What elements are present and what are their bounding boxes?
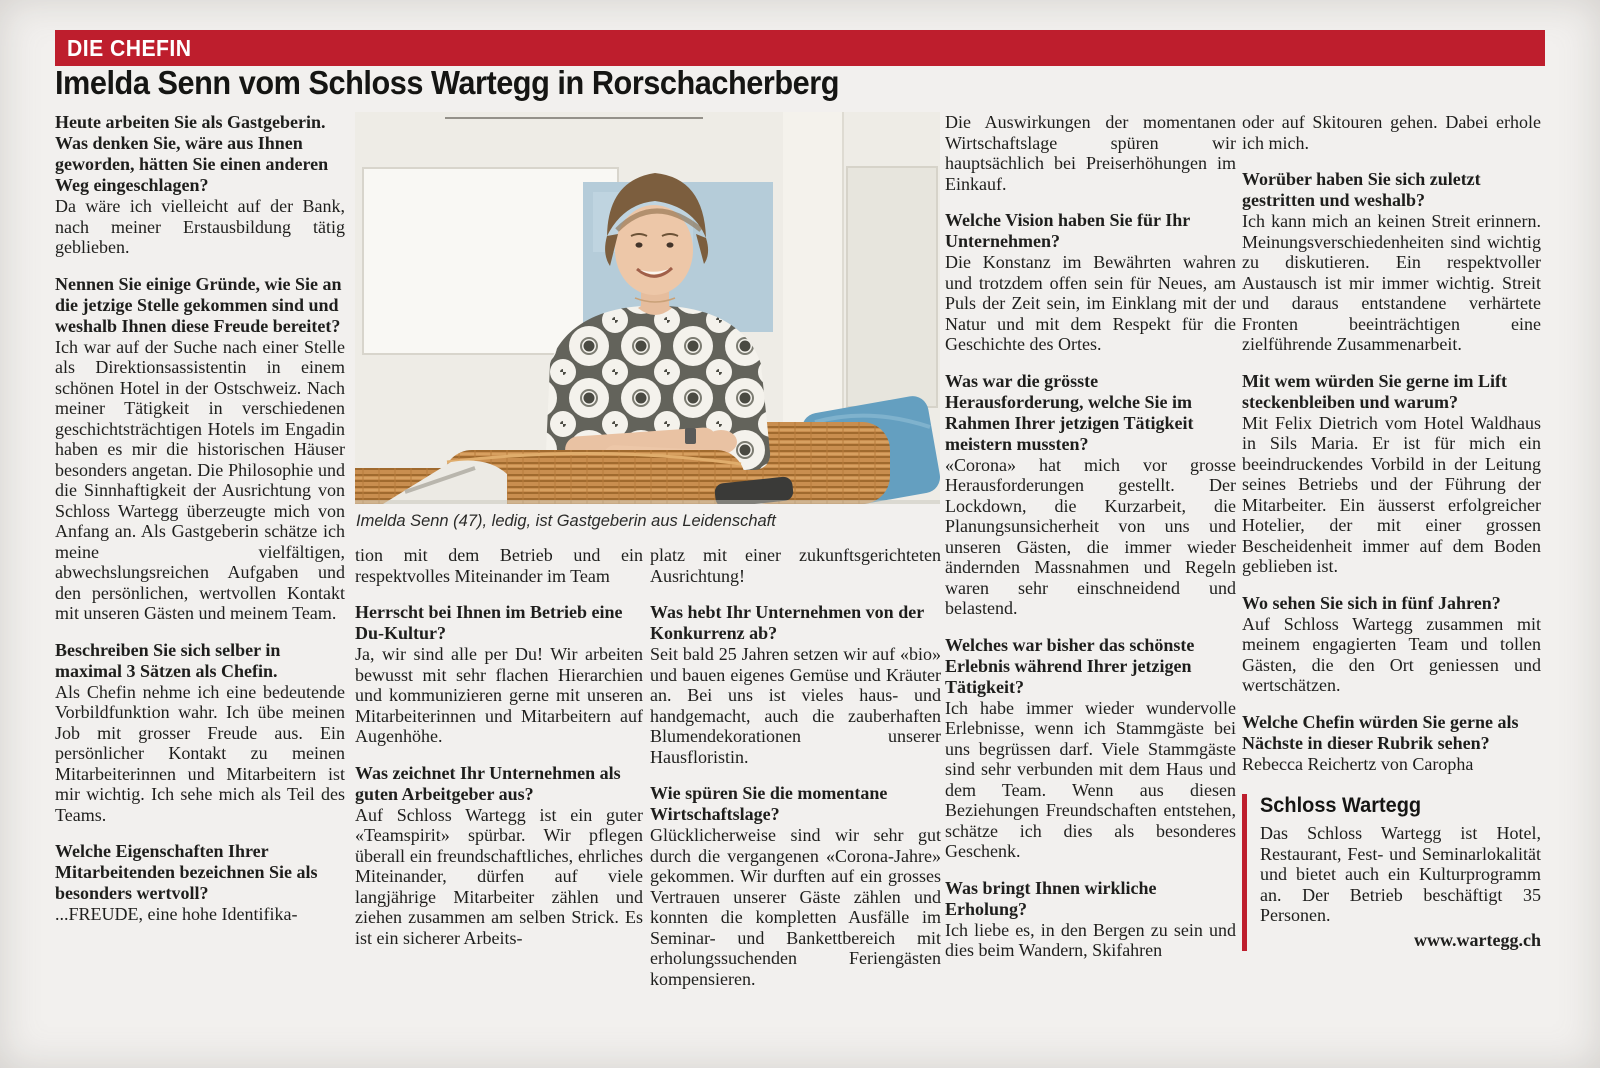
article-headline: Imelda Senn vom Schloss Wartegg in Rorschacherberg bbox=[55, 64, 840, 101]
photo-caption: Imelda Senn (47), ledig, ist Gastgeberin aus Leidenschaft bbox=[356, 511, 776, 530]
interview-question: Wie spüren Sie die momentane Wirtschaftslage? bbox=[650, 783, 888, 824]
interview-question: Welche Eigenschaften Ihrer Mitarbeitenden bezeichnen Sie als besonders wertvoll? bbox=[55, 841, 318, 903]
interview-answer: Rebecca Reichertz von Caropha bbox=[1242, 753, 1474, 774]
article-column-3 bbox=[650, 545, 941, 1020]
interview-question: Was bringt Ihnen wirkliche Erholung? bbox=[945, 877, 1157, 919]
interview-answer: Ich kann mich an keinen Streit erinnern. Meinungsverschiedenheiten sind wichtig zu diskutieren. Ein respektvoller Austausch ist mir immer wichtig. Streit und daraus entstandene verhärtete Fronten beeinträchtigen eine zielführende Zusammenarbeit. bbox=[1242, 211, 1541, 354]
interview-question: Beschreiben Sie sich selber in maximal 3 Sätzen als Chefin. bbox=[55, 639, 281, 681]
article-column-2 bbox=[355, 545, 643, 1020]
interview-answer: Auf Schloss Wartegg zusammen mit meinem engagierten Team und tollen Gästen, die den Ort geniessen und wertschätzen. bbox=[1242, 613, 1541, 695]
interview-question: Was zeichnet Ihr Unternehmen als guten Arbeitgeber aus? bbox=[355, 762, 621, 804]
interview-answer: Seit bald 25 Jahren setzen wir auf «bio» und bauen eigenes Gemüse und Kräuter an. Bei uns ist vieles haus- und handgemacht, auch die zauberhaften Blumendekorationen unserer Hausfloristin. bbox=[650, 644, 941, 767]
interview-question: Worüber haben Sie sich zuletzt gestritten und weshalb? bbox=[1242, 169, 1481, 210]
interview-answer: platz mit einer zukunftsgerichteten Ausrichtung! bbox=[650, 545, 941, 586]
infobox-title: Schloss Wartegg bbox=[1260, 794, 1422, 817]
interview-answer: Ja, wir sind alle per Du! Wir arbeiten bewusst mit sehr flachen Hierarchien und kommunizieren gerne mit unseren Mitarbeiterinnen und Mitarbeitern auf Augenhöhe. bbox=[355, 644, 643, 746]
interview-answer: Auf Schloss Wartegg ist ein guter «Teamspirit» spürbar. Wir pflegen überall ein freundschaftliches, ehrliches Miteinander, dürfen auf viele langjährige Mitarbeiter zählen und ziehen zusammen am selben Strick. Es ist ein sicherer Arbeits- bbox=[355, 804, 643, 948]
interview-answer: tion mit dem Betrieb und ein respektvolles Miteinander im Team bbox=[355, 545, 643, 586]
interview-answer: Mit Felix Dietrich vom Hotel Waldhaus in Sils Maria. Er ist für mich ein beeindruckendes Vorbild in der Leitung seines Betriebs und der Führung der Mitarbeiter. Ein äusserst erfolgreicher Hotelier, der mit einer grossen Bescheidenheit immer auf dem Boden geblieben ist. bbox=[1242, 412, 1541, 576]
article-column-5 bbox=[1242, 112, 1541, 1014]
interview-question: Herrscht bei Ihnen im Betrieb eine Du-Kultur? bbox=[355, 602, 623, 643]
interview-question: Welches war bisher das schönste Erlebnis während Ihrer jetzigen Tätigkeit? bbox=[945, 634, 1195, 697]
interview-answer: Als Chefin nehme ich eine bedeutende Vorbildfunktion wahr. Ich übe meinen Job mit grosser Freude aus. Ein persönlicher Kontakt zu meinen Mitarbeiterinnen und Mitarbeitern ist mir wichtig. Ich sehe mich als Teil des Teams. bbox=[55, 681, 345, 825]
interview-question: Heute arbeiten Sie als Gastgeberin. Was denken Sie, wäre aus Ihnen geworden, hätten Sie einen anderen Weg eingeschlagen? bbox=[55, 112, 329, 195]
interview-answer: Die Konstanz im Bewährten wahren und trotzdem offen sein für Neues, am Puls der Zeit sein, im Einklang mit der Natur und mit dem Respekt für die Geschichte des Ortes. bbox=[945, 252, 1236, 354]
interview-answer: Glücklicherweise sind wir sehr gut durch die vergangenen «Corona-Jahre» gekommen. Wir durften auf ein grosses Vertrauen unserer Gäste zählen und konnten die kompletten Ausfälle im Seminar- und Bankettbereich mit erholungssuchenden Feriengästen kompensieren. bbox=[650, 825, 941, 989]
article-column-1 bbox=[55, 112, 345, 1022]
interview-question: Welche Vision haben Sie für Ihr Unternehmen? bbox=[945, 210, 1190, 251]
interview-question: Wo sehen Sie sich in fünf Jahren? bbox=[1242, 592, 1501, 613]
infobox-text: Das Schloss Wartegg ist Hotel, Restaurant, Fest- und Seminarlokalität und bietet auch ein Kulturprogramm an. Der Betrieb beschäftigt 35 Personen. bbox=[1260, 823, 1541, 925]
interview-question: Nennen Sie einige Gründe, wie Sie an die jetzige Stelle gekommen sind und weshalb Ihnen diese Freude bereitet? bbox=[55, 273, 342, 336]
interview-question: Was war die grösste Herausforderung, welche Sie im Rahmen Ihrer jetzigen Tätigkeit meistern mussten? bbox=[945, 370, 1194, 454]
interview-answer: Die Auswirkungen der momentanen Wirtschaftslage spüren wir hauptsächlich bei Preiserhöhungen im Einkauf. bbox=[945, 112, 1236, 194]
interview-answer: Ich liebe es, in den Bergen zu sein und dies beim Wandern, Skifahren bbox=[945, 919, 1236, 960]
interview-question: Welche Chefin würden Sie gerne als Nächste in dieser Rubrik sehen? bbox=[1242, 711, 1519, 753]
infobox-schloss-wartegg bbox=[1242, 794, 1541, 951]
article-column-4 bbox=[945, 112, 1236, 1017]
interview-answer: «Corona» hat mich vor grosse Herausforderungen gestellt. Der Lockdown, die Kurzarbeit, die Planungsunsicherheit von uns und unseren Gästen, die immer wieder ändernden Massnahmen und Regeln waren sehr einschneidend und belastend. bbox=[945, 454, 1236, 618]
website-link[interactable]: www.wartegg.ch bbox=[1414, 929, 1541, 950]
interview-answer: oder auf Skitouren gehen. Dabei erhole ich mich. bbox=[1242, 112, 1541, 153]
kicker-band bbox=[55, 30, 1545, 66]
portrait-photo-illustration bbox=[355, 112, 940, 504]
interview-answer: Ich war auf der Suche nach einer Stelle als Direktionsassistentin in einem schönen Hotel in der Ostschweiz. Nach meiner Tätigkeit in verschiedenen geschichtsträchtigen Hotels im Engadin haben es mir die historischen Häuser besonders angetan. Die Philosophie und die Sinnhaftigkeit der Ausrichtung von Schloss Wartegg überzeugte mich von Anfang an. Als Gastgeberin schätze ich meine vielfältigen, abwechslungsreichen Aufgaben und den persönlichen, wertvollen Kontakt mit unseren Gästen und meinem Team. bbox=[55, 336, 345, 623]
section-kicker: DIE CHEFIN bbox=[67, 35, 192, 61]
interview-question: Was hebt Ihr Unternehmen von der Konkurrenz ab? bbox=[650, 602, 924, 643]
portrait-photo bbox=[355, 112, 940, 504]
interview-answer: ...FREUDE, eine hohe Identifika- bbox=[55, 904, 298, 924]
interview-question: Mit wem würden Sie gerne im Lift steckenbleiben und warum? bbox=[1242, 370, 1507, 412]
interview-answer: Da wäre ich vielleicht auf der Bank, nach meiner Erstausbildung tätig geblieben. bbox=[55, 196, 345, 257]
interview-answer: Ich habe immer wieder wundervolle Erlebnisse, wenn ich Stammgäste bei uns begrüssen darf. Viele Stammgäste sind sehr verbunden mit dem Haus und dem Team. Wenn aus diesen Beziehungen Freundschaften entstehen, schätze ich dies als besonderes Geschenk. bbox=[945, 697, 1236, 861]
